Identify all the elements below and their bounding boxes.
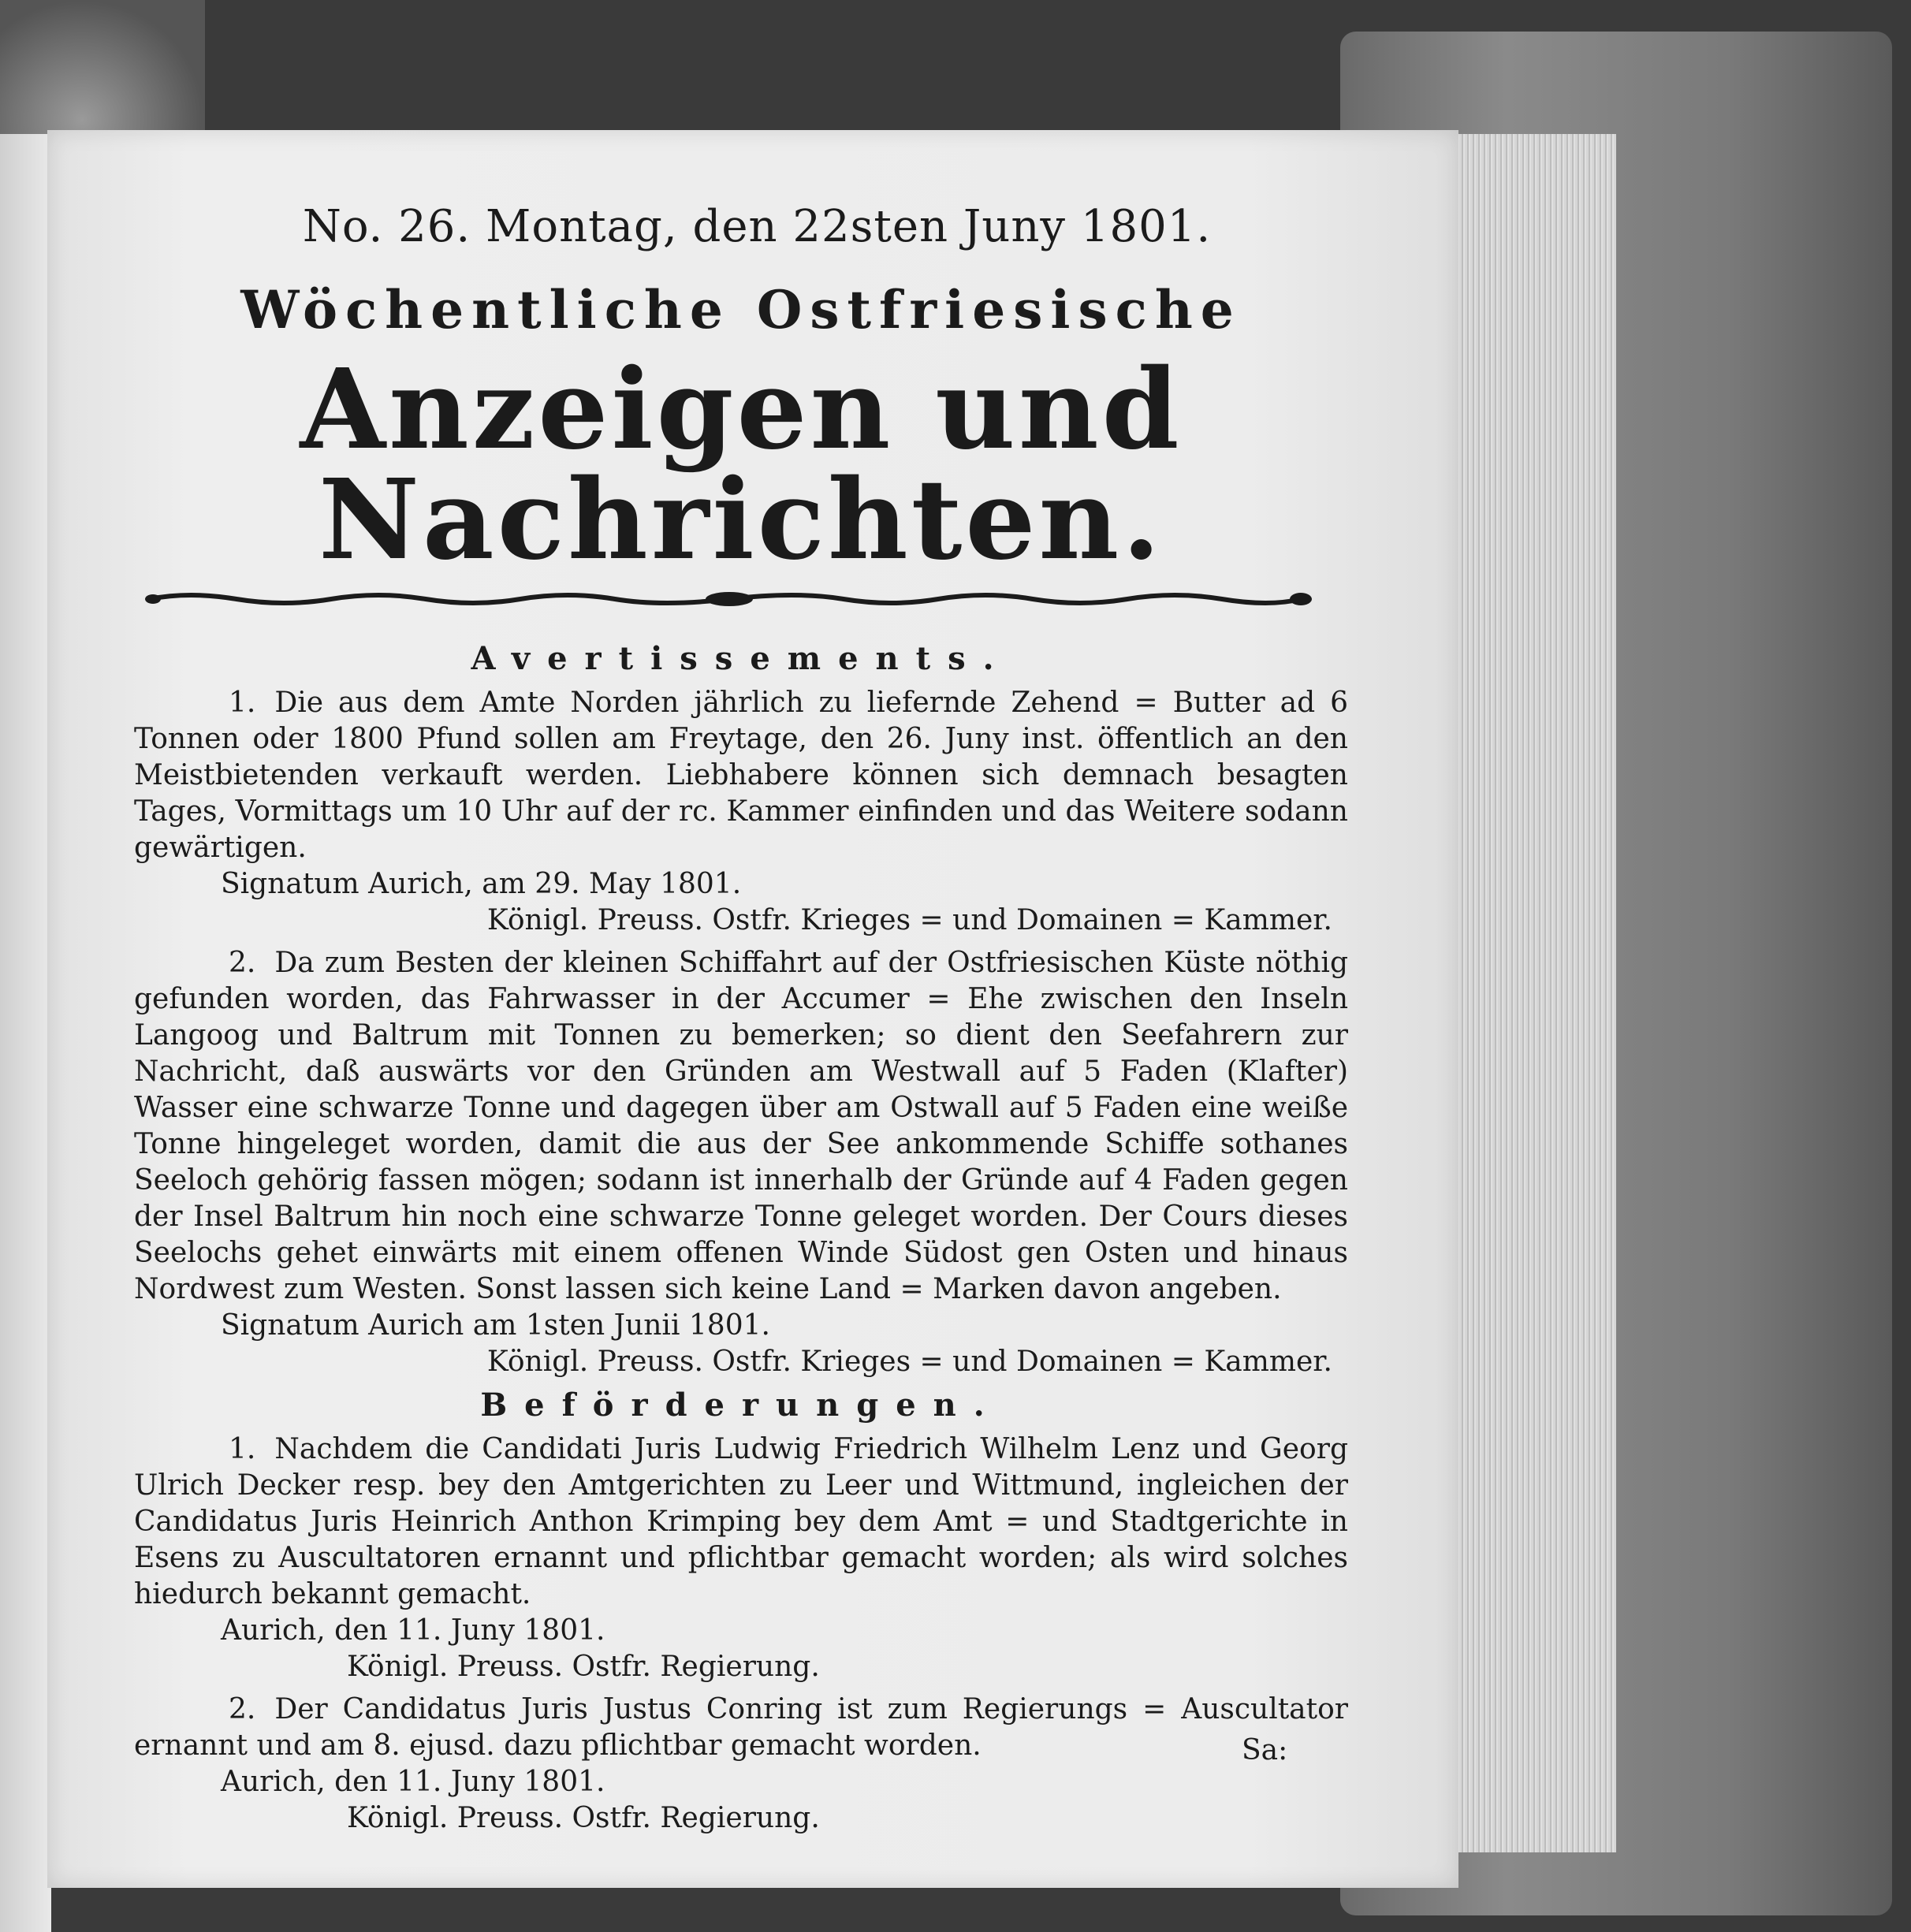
item-number: 2. [229, 1693, 256, 1725]
page-content [134, 201, 1348, 1843]
issue-date-line [166, 201, 1348, 252]
befoerderung-item-1 [134, 1431, 1348, 1613]
authority-line: Königl. Preuss. Ostfr. Regierung. [347, 1651, 820, 1683]
masthead-title: Anzeigen und Nachrichten. [300, 345, 1183, 585]
authority-line: Königl. Preuss. Ostfr. Regierung. [347, 1802, 820, 1834]
item-number: 1. [229, 687, 256, 719]
section-heading-befoerderungen: Beförderungen. [480, 1387, 1002, 1424]
item-text: Die aus dem Amte Norden jährlich zu liefernde Zehend = Butter ad 6 Tonnen oder 1800 Pfund sollen am Freytage, den 26. Juny inst. öffentlich an den Meistbietenden verkauft werden. Liebhabere können sich demnach besagten Tages, Vormittags um 10 Uhr auf der rc. Kammer einfinden und das Weitere sodann gewärtigen. [134, 687, 1348, 864]
left-page-edge [0, 134, 51, 1932]
avertissement-item-2 [134, 945, 1348, 1308]
authority-line: Königl. Preuss. Ostfr. Krieges = und Domainen = Kammer. [486, 1346, 1332, 1378]
befoerderung-item-2 [134, 1692, 1348, 1764]
book-spine-top [0, 0, 205, 150]
item-number: 1. [229, 1433, 256, 1465]
catchword: Sa: [1242, 1734, 1288, 1766]
signatum-line: Aurich, den 11. Juny 1801. [221, 1614, 605, 1647]
signatum-line: Signatum Aurich am 1sten Junii 1801. [221, 1309, 770, 1342]
avertissement-item-1 [134, 685, 1348, 866]
item-text: Da zum Besten der kleinen Schiffahrt auf der Ostfriesischen Küste nöthig gefunden worden, das Fahrwasser in der Accumer = Ehe zwischen den Inseln Langoog und Baltrum mit Tonnen zu bemerken; so dient den Seefahrern zur Nachricht, daß auswärts vor den Gründen am Westwall auf 5 Faden (Klafter) Wasser eine schwarze Tonne und dagegen über am Ostwall auf 5 Faden eine weiße Tonne hingeleget worden, damit die aus der See ankommende Schiffe sothanes Seeloch gehörig fassen mögen; sodann ist innerhalb der Gründe auf 4 Faden gegen der Insel Baltrum hin noch eine schwarze Tonne geleget worden. Der Cours dieses Seelochs gehet einwärts mit einem offenen Winde Südost gen Osten und hinaus Nordwest zum Westen. Sonst lassen sich keine Land = Marken davon angeben. [134, 947, 1348, 1305]
item-text: Nachdem die Candidati Juris Ludwig Friedrich Wilhelm Lenz und Georg Ulrich Decker resp. bey den Amtgerichten zu Leer und Wittmund, ingleichen der Candidatus Juris Heinrich Anthon Krimping bey dem Amt = und Stadtgerichte in Esens zu Auscultatoren ernannt und pflichtbar gemacht worden; als wird solches hiedurch bekannt gemacht. [134, 1433, 1348, 1610]
item-text: Der Candidatus Juris Justus Conring ist zum Regierungs = Auscultator ernannt und am 8. ejusd. dazu pflichtbar gemacht worden. [134, 1693, 1348, 1762]
signatum-line: Signatum Aurich, am 29. May 1801. [221, 868, 742, 900]
page-edges [1443, 134, 1616, 1852]
authority-line: Königl. Preuss. Ostfr. Krieges = und Domainen = Kammer. [486, 904, 1332, 936]
item-number: 2. [229, 947, 256, 979]
masthead-subtitle: Wöchentliche Ostfriesische [240, 279, 1242, 341]
ornamental-rule [142, 583, 1317, 615]
section-heading-avertissements: Avertissements. [471, 640, 1011, 677]
signatum-line: Aurich, den 11. Juny 1801. [221, 1766, 605, 1798]
issue-number: No. 26. [302, 201, 471, 252]
issue-date: Montag, den 22sten Juny 1801. [486, 201, 1212, 252]
